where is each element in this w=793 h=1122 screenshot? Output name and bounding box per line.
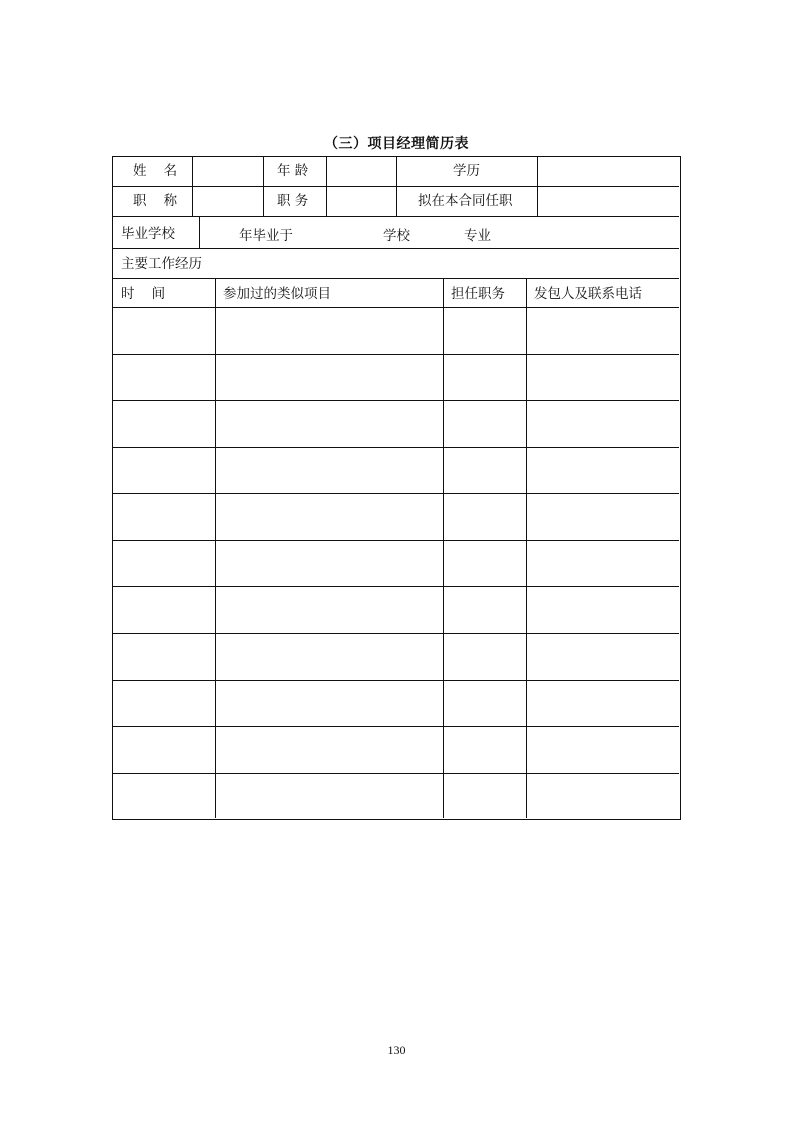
table-row (113, 773, 679, 774)
work-history-label: 主要工作经历 (121, 256, 202, 272)
proposed-role-label: 拟在本合同任职 (418, 193, 513, 209)
row-divider (113, 248, 679, 249)
name-label: 姓 名 (133, 163, 178, 179)
age-label: 年 龄 (277, 163, 309, 179)
graduation-school-text: 学校 (383, 228, 410, 244)
resume-form (112, 156, 681, 820)
graduation-school-label: 毕业学校 (121, 226, 175, 242)
row-divider (113, 307, 679, 308)
table-row (113, 586, 679, 587)
col-divider (396, 157, 397, 216)
table-row (113, 633, 679, 634)
col-header-project: 参加过的类似项目 (223, 286, 331, 302)
col-divider (537, 157, 538, 216)
position-label: 职 务 (277, 193, 309, 209)
page-title: （三）项目经理简历表 (324, 136, 469, 152)
col-header-role: 担任职务 (451, 286, 505, 302)
table-row (113, 354, 679, 355)
graduation-year-text: 年毕业于 (239, 228, 293, 244)
col-header-time: 时 间 (121, 286, 166, 302)
table-row (113, 447, 679, 448)
col-divider (526, 278, 527, 818)
col-header-client-contact: 发包人及联系电话 (534, 286, 642, 302)
col-divider (263, 157, 264, 216)
table-row (113, 400, 679, 401)
table-row (113, 493, 679, 494)
table-row (113, 680, 679, 681)
table-row (113, 540, 679, 541)
education-label: 学历 (453, 163, 480, 179)
title-label: 职 称 (133, 193, 178, 209)
col-divider (326, 157, 327, 216)
col-divider (215, 278, 216, 818)
row-divider (113, 216, 679, 217)
row-divider (113, 278, 679, 279)
table-row (113, 726, 679, 727)
graduation-major-text: 专业 (464, 228, 491, 244)
col-divider (192, 157, 193, 216)
col-divider (443, 278, 444, 818)
col-divider (199, 216, 200, 248)
page-number: 130 (387, 1043, 406, 1057)
